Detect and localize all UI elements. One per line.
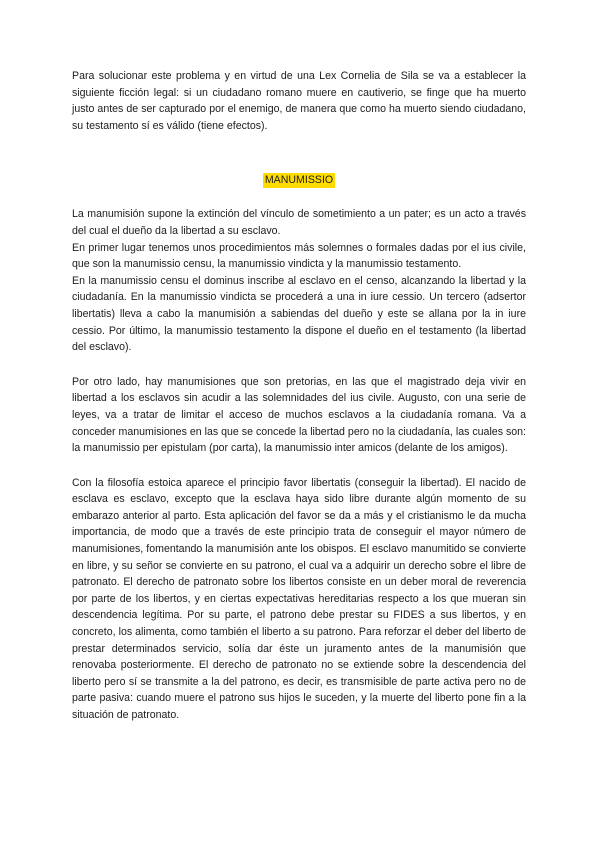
paragraph-ius-civile: En primer lugar tenemos unos procedimientos más solemnes o formales dadas por el ius civile, que son la manumissio censu, la manumissio vindicta y la manumissio testamento. xyxy=(72,241,526,271)
spacer xyxy=(72,356,526,374)
paragraph-pretorias: Por otro lado, hay manumisiones que son pretorias, en las que el magistrado deja vivir en libertad a los esclavos sin acudir a las solemnidades del ius civile. Augusto, con una serie de leyes, va a tratar de limitar el acceso de muchos esclavos a la ciudadanía romana. Va a conceder manumisiones en las que se concede la libertad pero no la ciudadanía, las cuales son: la manumissio per epistulam (por carta), la manumissio inter amicos (delante de los amigos). xyxy=(72,375,526,455)
paragraph-definition: La manumisión supone la extinción del vínculo de sometimiento a un pater; es un acto a través del cual el dueño da la libertad a su esclavo. xyxy=(72,208,526,237)
paragraph-favor-libertatis: Con la filosofía estoica aparece el principio favor libertatis (conseguir la libertad). El nacido de esclava es esclavo, excepto que la esclava haya sido libre durante algún momento de su embarazo anterior al parto. Esta aplicación del favor se da a más y el cristianismo le da mucha importancia, de modo que a través de este principio trata de conseguir el mayor número de manumisiones, fomentando la manumisión ante los obispos. El esclavo manumitido se convierte en libre, y su señor se convierte en su patrono, el cual va a adquirir un derecho sobre el libre de patronato. El derecho de patronato sobre los libertos consiste en un deber moral de reverencia por parte de los libertos, y en ciertas expectativas hereditarias respecto a los que mueran sin descendencia legítima. Por su parte, el patrono debe prestar su FIDES a sus libertos, y en concreto, los alimenta, como también el liberto a su patrono. Para reforzar el deber del liberto de prestar determinados servicio, solía dar éste un juramento antes de la manumisión que renovaba posteriormente. El derecho de patronato no se extiende sobre la descendencia del liberto pero sí se transmite a la del patrono, es decir, es transmisible de parte activa pero no de parte pasiva: cuando muere el patrono sus hijos le suceden, y la muerte del liberto pone fin a la situación de patronato. xyxy=(72,476,526,721)
section-heading-wrap xyxy=(72,172,526,188)
paragraph-manumissio-types: En la manumissio censu el dominus inscribe al esclavo en el censo, alcanzando la libertad y la ciudadanía. En la manumissio vindicta se procederá a una in iure cessio. Un tercero (adsertor libertatis) lleva a cabo la manumisión a sabiendas del dueño y este se allana por la in iure cessio. Por último, la manumissio testamento la dispone el dueño en el testamento (la libertad del esclavo). xyxy=(72,274,526,354)
intro-paragraph: Para solucionar este problema y en virtud de una Lex Cornelia de Sila se va a establecer la siguiente ficción legal: si un ciudadano romano muere en cautiverio, se finge que ha muerto justo antes de ser capturado por el enemigo, de manera que como ha muerto siendo ciudadano, su testamento sí es válido (tiene efectos). xyxy=(72,70,526,132)
spacer xyxy=(72,457,526,475)
document-page xyxy=(72,68,526,724)
spacer xyxy=(72,134,526,172)
section-heading: MANUMISSIO xyxy=(264,174,334,187)
spacer xyxy=(72,188,526,206)
